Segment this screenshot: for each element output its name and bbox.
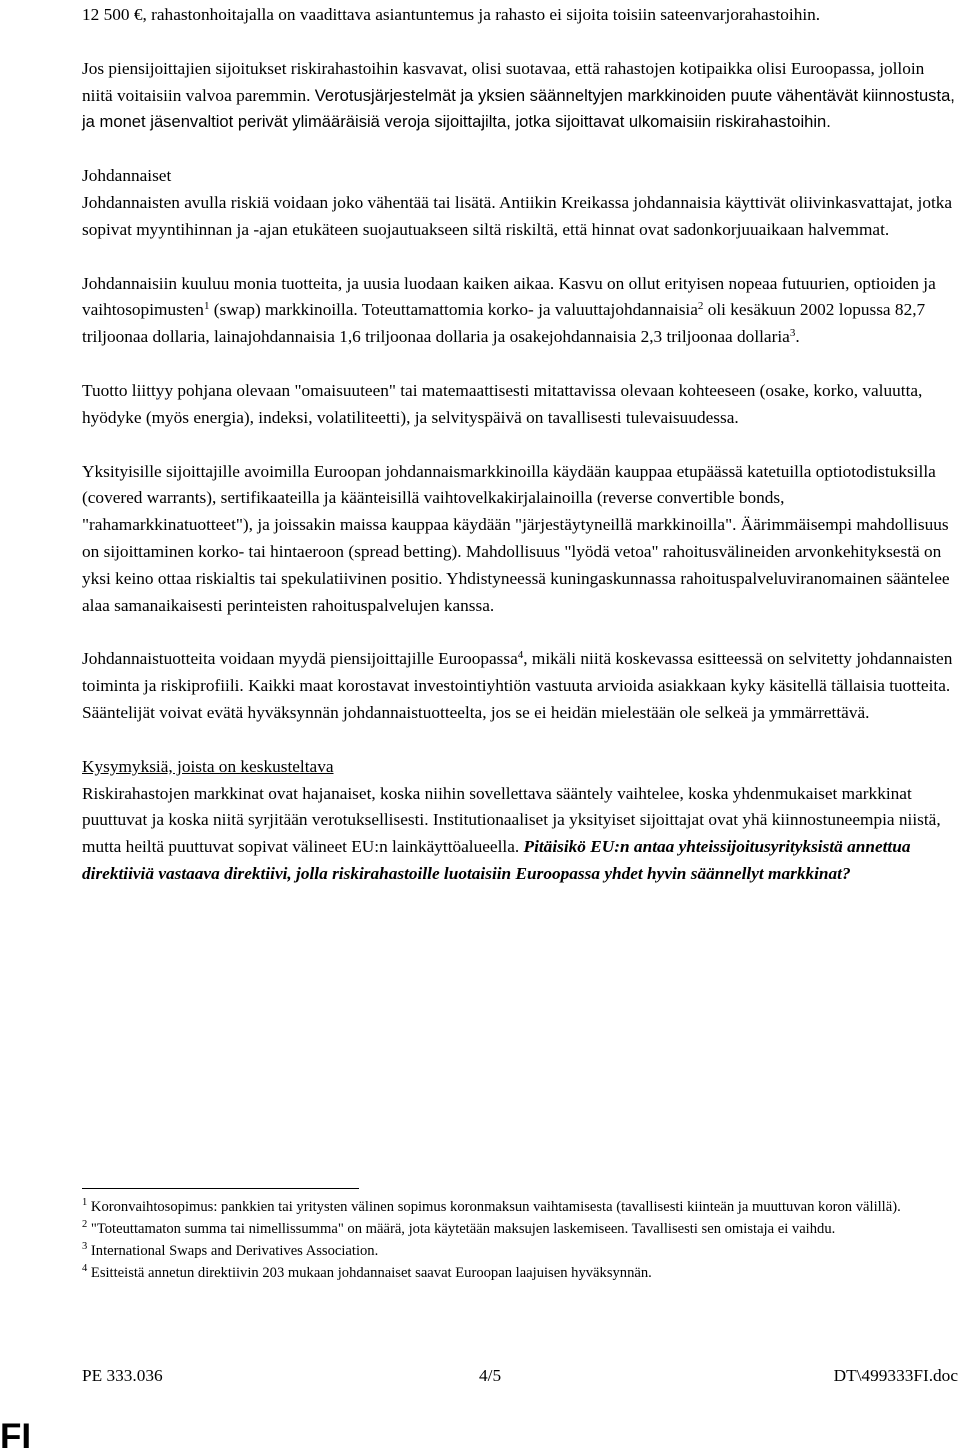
footnote-ref-4[interactable]: 4 — [517, 649, 524, 662]
paragraph-derivatives-growth — [82, 271, 958, 351]
page-number: 4/5 — [479, 1366, 502, 1385]
language-code: FI — [0, 1417, 32, 1456]
footnote-2 — [82, 1218, 958, 1240]
file-name: DT\499333FI.doc — [833, 1366, 958, 1385]
document-reference: PE 333.036 — [82, 1366, 163, 1385]
paragraph-continuation: 12 500 €, rahastonhoitajalla on vaadittava asiantuntemus ja rahasto ei sijoita toisiin sateenvarjorahastoihin. — [82, 5, 821, 24]
text-growth-d: . — [795, 327, 800, 347]
text-growth-a: Johdannaisiin kuuluu monia tuotteita, ja uusia luodaan kaiken aikaa. Kasvu on ollut erityisen nopeaa futuurien, optioiden ja vaihtosopimusten — [82, 273, 936, 320]
heading-johdannaiset: Johdannaiset — [82, 166, 172, 186]
footnote-text: "Toteuttamaton summa tai nimellissumma" on määrä, jota käytetään maksujen laskemiseen. Tavallisesti sen omistaja ei vaihdu. — [90, 1221, 836, 1237]
footnote-number: 4 — [82, 1263, 88, 1274]
footnote-text: Esitteistä annetun direktiivin 203 mukaan johdannaiset saavat Euroopan laajuisen hyväksynnän. — [90, 1265, 652, 1281]
footnote-ref-2[interactable]: 2 — [697, 300, 704, 313]
footnotes — [82, 1196, 958, 1284]
paragraph-risk-funds-domicile — [82, 56, 958, 136]
paragraph-questions — [82, 781, 958, 888]
text-growth-b: (swap) markkinoilla. Toteuttamattomia korko- ja valuuttajohdannaisia — [209, 300, 698, 320]
text-growth-c: oli kesäkuun 2002 lopussa 82,7 triljoonaa dollaria, lainajohdannaisia 1,6 triljoonaa dollaria ja osakejohdannaisia 2,3 triljoonaa dollaria — [82, 300, 926, 347]
footnote-number: 1 — [82, 1197, 88, 1208]
text-tax-systems: Verotusjärjestelmät ja yksien säänneltyjen markkinoiden puute vähentävät kiinnostusta, ja monet jäsenvaltiot perivät ylimääräisiä veroja sijoittajilta, jotka sijoittavat ulkomaisiin riskirahastoihin. — [82, 85, 955, 132]
footnote-number: 2 — [82, 1219, 88, 1230]
footnote-text: International Swaps and Derivatives Association. — [90, 1243, 379, 1259]
paragraph-derivatives-intro: Johdannaisten avulla riskiä voidaan joko vähentää tai lisätä. Antiikin Kreikassa johdannaisia käyttivät oliivinkasvattajat, jotka sopivat myyntihinnan ja -ajan etukäteen suojautuakseen siltä riskiltä, että hinnat ovat sadonkorjuuaikaan halvemmat. — [82, 192, 953, 239]
text-question-highlight: Pitäisikö EU:n antaa yhteissijoitusyrityksistä annettua direktiiviä vastaava direktiivi, jolla riskirahastoille luotaisiin Euroopassa yhdet hyvin säännellyt markkinat? — [82, 837, 911, 883]
paragraph-return-underlying: Tuotto liittyy pohjana olevaan "omaisuuteen" tai matemaattisesti mitattavissa olevaan kohteeseen (osake, korko, valuutta, hyödyke (myös energia), indeksi, volatiliteetti), ja selvityspäivä on tavallisesti tulevaisuudessa. — [82, 380, 923, 427]
paragraph-retail-sales — [82, 646, 958, 726]
footnote-ref-1[interactable]: 1 — [203, 300, 210, 313]
footnote-separator — [82, 1188, 359, 1189]
footnote-4 — [82, 1262, 958, 1284]
text-questions-a: Riskirahastojen markkinat ovat hajanaiset, koska niihin sovellettava sääntely vaihtelee, koska yhdenmukaiset markkinat puuttuvat ja koska niitä syrjitään verotuksellisesti. Institutionaaliset ja yksityiset sijoittajat ovat yhä kiinnostuneempia niistä, mutta heiltä puuttuvat sopivat välineet EU:n lainkäyttöalueella. — [82, 783, 941, 857]
text-domicile: Jos piensijoittajien sijoitukset riskirahastoihin kasvavat, olisi suotavaa, että rahastojen kotipaikka olisi Euroopassa, jolloin niitä voitaisiin valvoa paremmin. — [82, 58, 925, 105]
body-text — [82, 2, 958, 888]
footnote-1 — [82, 1196, 958, 1218]
text-retail-a: Johdannaistuotteita voidaan myydä piensijoittajille Euroopassa — [82, 649, 518, 669]
footnote-text: Koronvaihtosopimus: pankkien tai yritysten välinen sopimus koronmaksun vaihtamisesta (tavallisesti kiinteän ja muuttuvan koron välillä). — [90, 1199, 901, 1215]
heading-questions: Kysymyksiä, joista on keskusteltava — [82, 756, 334, 776]
footnote-number: 3 — [82, 1241, 88, 1252]
footnote-ref-3[interactable]: 3 — [789, 327, 796, 340]
paragraph-retail-markets: Yksityisille sijoittajille avoimilla Euroopan johdannaismarkkinoilla käydään kauppaa etupäässä katetuilla optiotodistuksilla (covered warrants), sertifikaateilla ja käänteisillä vaihtovelkakirjalainoilla (reverse convertible bonds, "rahamarkkinatuotteet"), ja joissakin maissa kauppaa käydään "järjestäytyneillä markkinoilla". Äärimmäisempi mahdollisuus on sijoittaminen korko- tai hintaeroon (spread betting). Mahdollisuus "lyödä vetoa" rahoitusvälineiden arvonkehityksestä on yksi keino ottaa riskialtis tai spekulatiivinen positio. Yhdistyneessä kuningaskunnassa rahoituspalveluviranomainen sääntelee alaa samanaikaisesti perinteisten rahoituspalvelujen kanssa. — [82, 461, 950, 615]
text-retail-b: , mikäli niitä koskevassa esitteessä on selvitetty johdannaisten toiminta ja riskiprofiili. Kaikki maat korostavat investointiyhtiön vastuuta arvioida asiakkaan kyky käsitellä tällaisia tuotteita. Sääntelijät voivat evätä hyväksynnän johdannaistuotteelta, jos se ei heidän mielestään ole selkeä ja ymmärrettävä. — [82, 649, 953, 722]
footnote-3 — [82, 1240, 958, 1262]
